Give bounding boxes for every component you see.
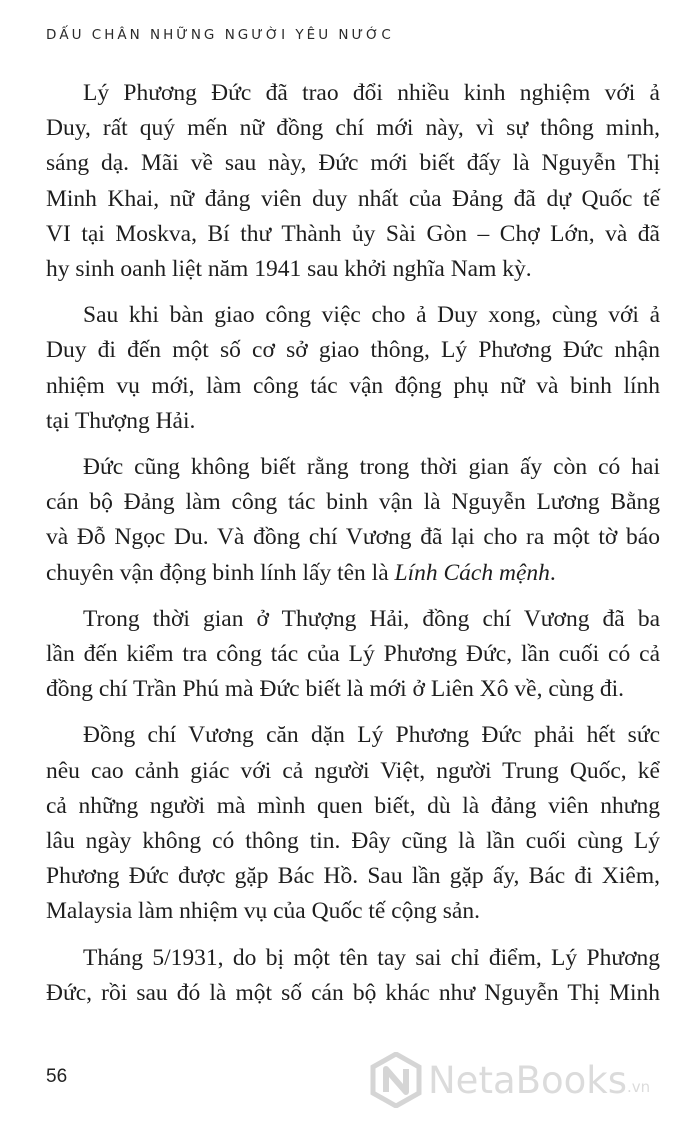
text-line: Trong thời gian ở Thượng Hải, đồng chí Vương đã ba	[83, 605, 660, 632]
watermark-brand: NetaBooks	[428, 1058, 627, 1102]
running-header: DẤU CHÂN NHỮNG NGƯỜI YÊU NƯỚC	[46, 27, 394, 43]
text-line: nêu cao cảnh giác với cả người Việt, người Trung Quốc, kể	[46, 757, 660, 784]
text-line: tại Thượng Hải.	[46, 407, 196, 434]
text-line: Sau khi bàn giao công việc cho ả Duy xong, cùng với ả	[83, 302, 660, 329]
text-line: hy sinh oanh liệt năm 1941 sau khởi nghĩa Nam kỳ.	[46, 256, 532, 283]
text-line: sáng dạ. Mãi về sau này, Đức mới biết đấy là Nguyễn Thị	[46, 150, 660, 177]
text-line: đồng chí Trần Phú mà Đức biết là mới ở Liên Xô về, cùng đi.	[46, 676, 625, 703]
text-line: Lý Phương Đức đã trao đổi nhiều kinh nghiệm với ả	[83, 80, 660, 106]
paragraph-4	[46, 602, 660, 708]
paragraph-5	[46, 718, 660, 929]
text-line: VI tại Moskva, Bí thư Thành ủy Sài Gòn – Chợ Lớn, và đã	[46, 220, 660, 247]
text-line: nhiệm vụ mới, làm công tác vận động phụ nữ và binh lính	[46, 372, 660, 399]
text-line: cán bộ Đảng làm công tác binh vận là Nguyễn Lương Bằng	[46, 489, 660, 516]
paragraph-2	[46, 298, 660, 439]
page-number: 56	[46, 1066, 68, 1087]
text-line: Đồng chí Vương căn dặn Lý Phương Đức phải hết sức	[83, 722, 660, 749]
watermark-domain: .vn	[626, 1078, 651, 1096]
text-line: Tháng 5/1931, do bị một tên tay sai chỉ điểm, Lý Phương	[83, 944, 660, 971]
text-line: Duy, rất quý mến nữ đồng chí mới này, vì sự thông minh,	[46, 115, 660, 142]
text-line: Đức, rồi sau đó là một số cán bộ khác như Nguyễn Thị Minh	[46, 979, 660, 1006]
text-line-prefix: chuyên vận động binh lính lấy tên là	[46, 559, 395, 586]
text-line: Phương Đức được gặp Bác Hồ. Sau lần gặp ấy, Bác đi Xiêm,	[46, 863, 660, 890]
text-line: và Đỗ Ngọc Du. Và đồng chí Vương đã lại cho ra một tờ báo	[46, 524, 660, 551]
paragraph-6	[46, 941, 660, 1011]
text-line: lần đến kiểm tra công tác của Lý Phương Đức, lần cuối có cả	[46, 641, 660, 668]
text-line: lâu ngày không có thông tin. Đây cũng là lần cuối cùng Lý	[46, 828, 660, 855]
text-line: Malaysia làm nhiệm vụ của Quốc tế cộng sản.	[46, 898, 480, 925]
text-line: Đức cũng không biết rằng trong thời gian ấy còn có hai	[83, 454, 660, 481]
text-line: Minh Khai, nữ đảng viên duy nhất của Đảng đã dự Quốc tế	[46, 185, 660, 212]
netabooks-logo-icon	[370, 1052, 422, 1108]
text-line: Duy đi đến một số cơ sở giao thông, Lý Phương Đức nhận	[46, 337, 660, 364]
newspaper-title: Lính Cách mệnh	[394, 559, 550, 586]
text-line	[46, 556, 660, 591]
text-line: cả những người mà mình quen biết, dù là đảng viên nhưng	[46, 792, 660, 819]
text-line-suffix: .	[549, 559, 556, 586]
paragraph-1	[46, 76, 660, 287]
page-body	[46, 76, 660, 1022]
paragraph-3	[46, 450, 660, 591]
watermark	[370, 1050, 650, 1110]
